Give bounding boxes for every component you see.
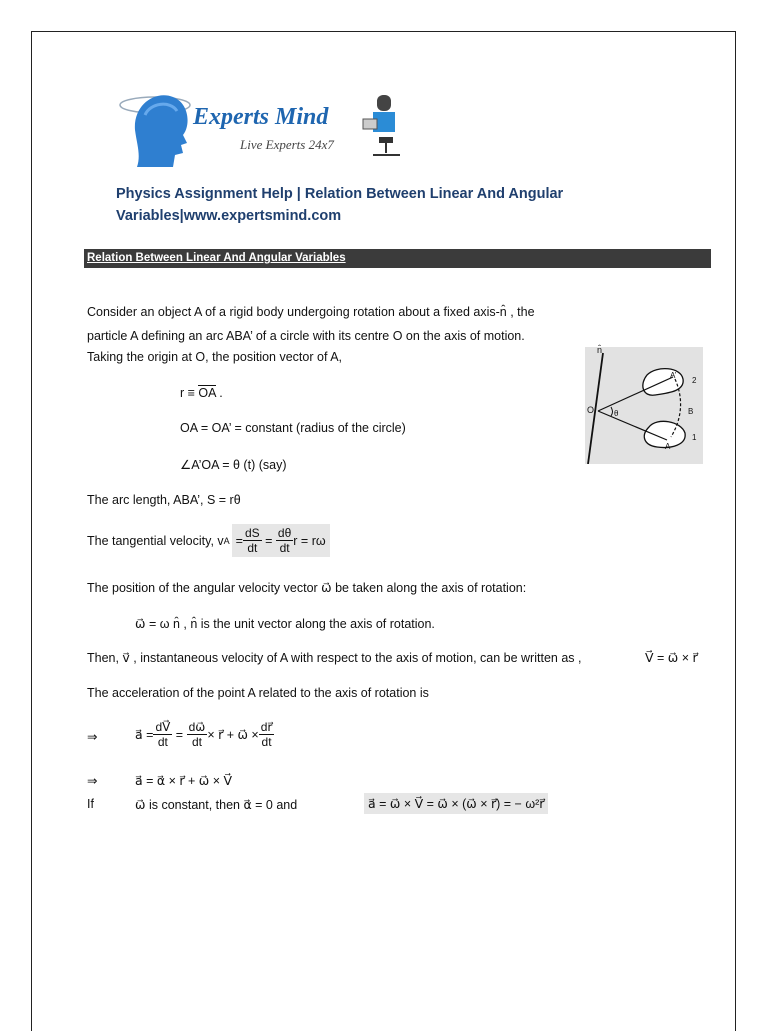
person-computer-icon (363, 95, 400, 155)
f3-num: dV⃗ (155, 720, 171, 734)
fig-label-2: 2 (692, 376, 697, 385)
fig-label-b: B (688, 407, 694, 416)
angle-eq: ∠A’OA = θ (t) (say) (180, 458, 287, 472)
f4-num: dω⃗ (188, 720, 206, 734)
omega-position-line: The position of the angular velocity vector ω⃗ be taken along the axis of rotation: (87, 581, 527, 595)
fig-label-a-prime: A’ (670, 371, 677, 380)
if-condition: ω⃗ is constant, then α⃗ = 0 and (135, 798, 298, 812)
a-mid: × r⃗ + ω⃗ × (207, 728, 259, 742)
position-vector-eq (180, 386, 223, 400)
section-heading: Relation Between Linear And Angular Variables (87, 252, 346, 264)
acceleration-eq: a⃗ = $\frac{dV⃗}{dt}$ = $\frac{d\omega⃗}{dt}$ × r⃗ + ω⃗ × $\frac{dr⃗}{dt}$ (135, 720, 273, 749)
f5-num: dr⃗ (260, 720, 273, 734)
radius-eq: OA = OA’ = constant (radius of the circle) (180, 421, 406, 435)
frac1-den: dt (247, 541, 258, 555)
velocity-eq: V⃗ = ω⃗ × r⃗ (645, 651, 698, 665)
fig-label-theta: θ (614, 409, 619, 418)
tang-tail: r = rω (293, 533, 326, 548)
equals: = (235, 533, 243, 548)
r-symbol: r (180, 386, 185, 400)
frac-domega-dt (187, 720, 208, 749)
implies-symbol-1: ⇒ (87, 730, 98, 744)
f4-den: dt (191, 735, 202, 749)
fig-label-o: O (587, 405, 595, 415)
para-line-3: Taking the origin at O, the position vector of A, (87, 350, 343, 364)
fig-label-1: 1 (692, 433, 697, 442)
frac2-num: dθ (277, 526, 292, 540)
para-line-1: Consider an object A of a rigid body undergoing rotation about a fixed axis-n̂ , the (87, 305, 535, 319)
omega-definition: ω⃗ = ω n̂ , n̂ is the unit vector along the axis of rotation. (135, 617, 435, 631)
rotation-diagram (585, 347, 703, 464)
frac2-den: dt (279, 541, 290, 555)
section-heading-bar (84, 249, 711, 268)
acceleration-eq-2: a⃗ = α⃗ × r⃗ + ω⃗ × V⃗ (135, 774, 233, 788)
rotation-figure (585, 347, 703, 464)
tang-sub: A (223, 535, 230, 546)
acceleration-line: The acceleration of the point A related to the axis of rotation is (87, 686, 429, 700)
velocity-line: Then, v⃗ , instantaneous velocity of A with respect to the axis of motion, can be written as , (87, 651, 582, 665)
a-lhs: a⃗ = (135, 728, 154, 742)
f3-den: dt (157, 735, 168, 749)
tangential-velocity-eq: The tangential velocity, v A = $\frac{dS}{dt}$ = $\frac{d\theta}{dt}$ r = rω (87, 524, 330, 557)
frac-dv-dt (153, 720, 172, 749)
period: . (215, 386, 223, 400)
frac-dtheta-dt (276, 526, 293, 555)
f5-den: dt (261, 735, 272, 749)
equiv-symbol: ≡ (184, 386, 199, 400)
frac1-num: dS (244, 526, 260, 540)
if-label: If (87, 797, 94, 811)
title-line-1: Physics Assignment Help | Relation Between Linear And Angular (116, 186, 564, 202)
fig-label-n: n̂ (597, 345, 603, 355)
page-title (116, 183, 563, 227)
final-acceleration-eq: a⃗ = ω⃗ × V⃗ = ω⃗ × (ω⃗ × r⃗) = − ω²r⃗ (364, 793, 548, 814)
frac-dr-dt (259, 720, 275, 749)
frac-ds-dt (243, 526, 262, 555)
tang-label: The tangential velocity, v (87, 533, 224, 548)
logo-tagline: Live Experts 24x7 (240, 137, 334, 152)
oa-vector: OA (198, 386, 216, 400)
logo-name: Experts Mind (193, 104, 329, 130)
arc-length-eq: The arc length, ABA’, S = rθ (87, 493, 241, 507)
title-line-2: Variables|www.expertsmind.com (116, 208, 342, 224)
para-line-2: particle A defining an arc ABA’ of a circle with its centre O on the axis of motion. (87, 329, 525, 343)
implies-symbol-2: ⇒ (87, 774, 98, 788)
fig-label-a: A (665, 442, 671, 451)
